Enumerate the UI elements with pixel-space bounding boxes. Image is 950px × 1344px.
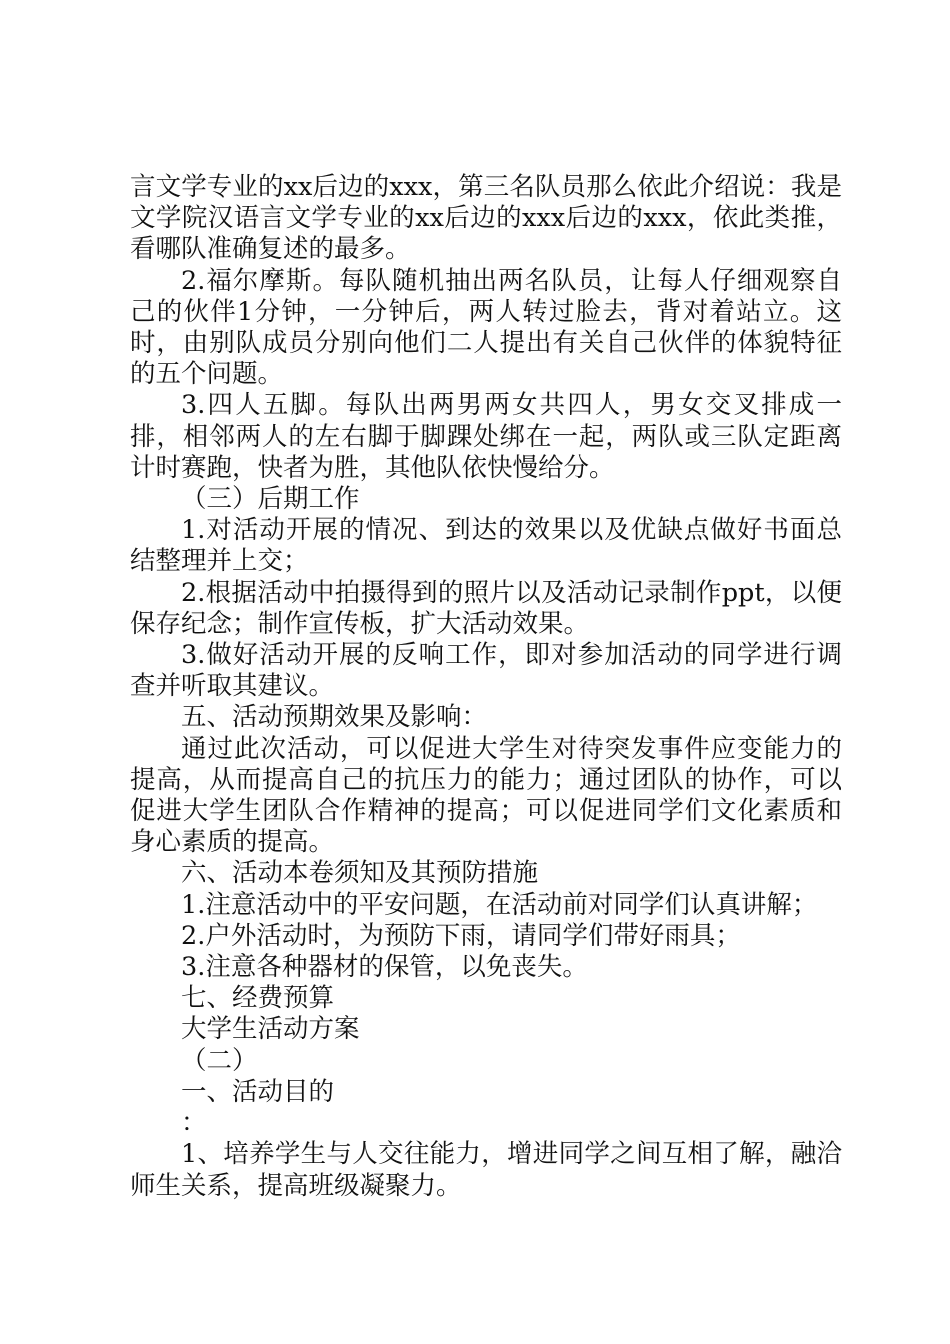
section-heading-precautions: 六、活动本卷须知及其预防措施 xyxy=(181,858,539,889)
paragraph-game-sherlock: 2.福尔摩斯。每队随机抽出两名队员，让每人仔细观察自己的伙伴1分钟，一分钟后，两人转过脸去，背对着站立。这时，由别队成员分别向他们二人提出有关自己伙伴的体貌特征的五个问题。 xyxy=(130,265,842,390)
paragraph-post-work-2: 2.根据活动中拍摄得到的照片以及活动记录制作ppt，以便保存纪念；制作宣传板，扩大活动效果。 xyxy=(130,577,842,639)
section-heading-purpose: 一、活动目的 xyxy=(181,1076,335,1107)
paragraph-post-work-1: 1.对活动开展的情况、到达的效果以及优缺点做好书面总结整理并上交； xyxy=(130,515,842,577)
document-body xyxy=(130,172,842,1202)
paragraph-precaution-2: 2.户外活动时，为预防下雨，请同学们带好雨具； xyxy=(181,920,741,951)
paragraph-intro-continuation: 言文学专业的xx后边的xxx，第三名队员那么依此介绍说：我是文学院汉语言文学专业的xx后边的xxx后边的xxx，依此类推，看哪队准确复述的最多。 xyxy=(130,172,842,265)
paragraph-expected-effects: 通过此次活动，可以促进大学生对待突发事件应变能力的提高，从而提高自己的抗压力的能力；通过团队的协作，可以促进大学生团队合作精神的提高；可以促进同学们文化素质和身心素质的提高。 xyxy=(130,733,842,858)
section-heading-budget: 七、经费预算 xyxy=(181,983,335,1014)
paragraph-post-work-3: 3.做好活动开展的反响工作，即对参加活动的同学进行调查并听取其建议。 xyxy=(130,640,842,702)
document-title-second-plan: 大学生活动方案 xyxy=(181,1014,360,1045)
paragraph-precaution-3: 3.注意各种器材的保管，以免丧失。 xyxy=(181,952,588,983)
section-heading-post-work: （三）后期工作 xyxy=(181,484,360,515)
paragraph-purpose-1: 1、培养学生与人交往能力，增进同学之间互相了解，融洽师生关系，提高班级凝聚力。 xyxy=(130,1139,842,1201)
section-heading-expected-effects: 五、活动预期效果及影响： xyxy=(181,702,488,733)
document-subtitle-number: （二） xyxy=(181,1045,258,1076)
paragraph-colon: ： xyxy=(181,1108,207,1139)
paragraph-precaution-1: 1.注意活动中的平安问题，在活动前对同学们认真讲解； xyxy=(181,889,818,920)
paragraph-game-four-people-five-feet: 3.四人五脚。每队出两男两女共四人，男女交叉排成一排，相邻两人的左右脚于脚踝处绑在一起，两队或三队定距离计时赛跑，快者为胜，其他队依快慢给分。 xyxy=(130,390,842,483)
